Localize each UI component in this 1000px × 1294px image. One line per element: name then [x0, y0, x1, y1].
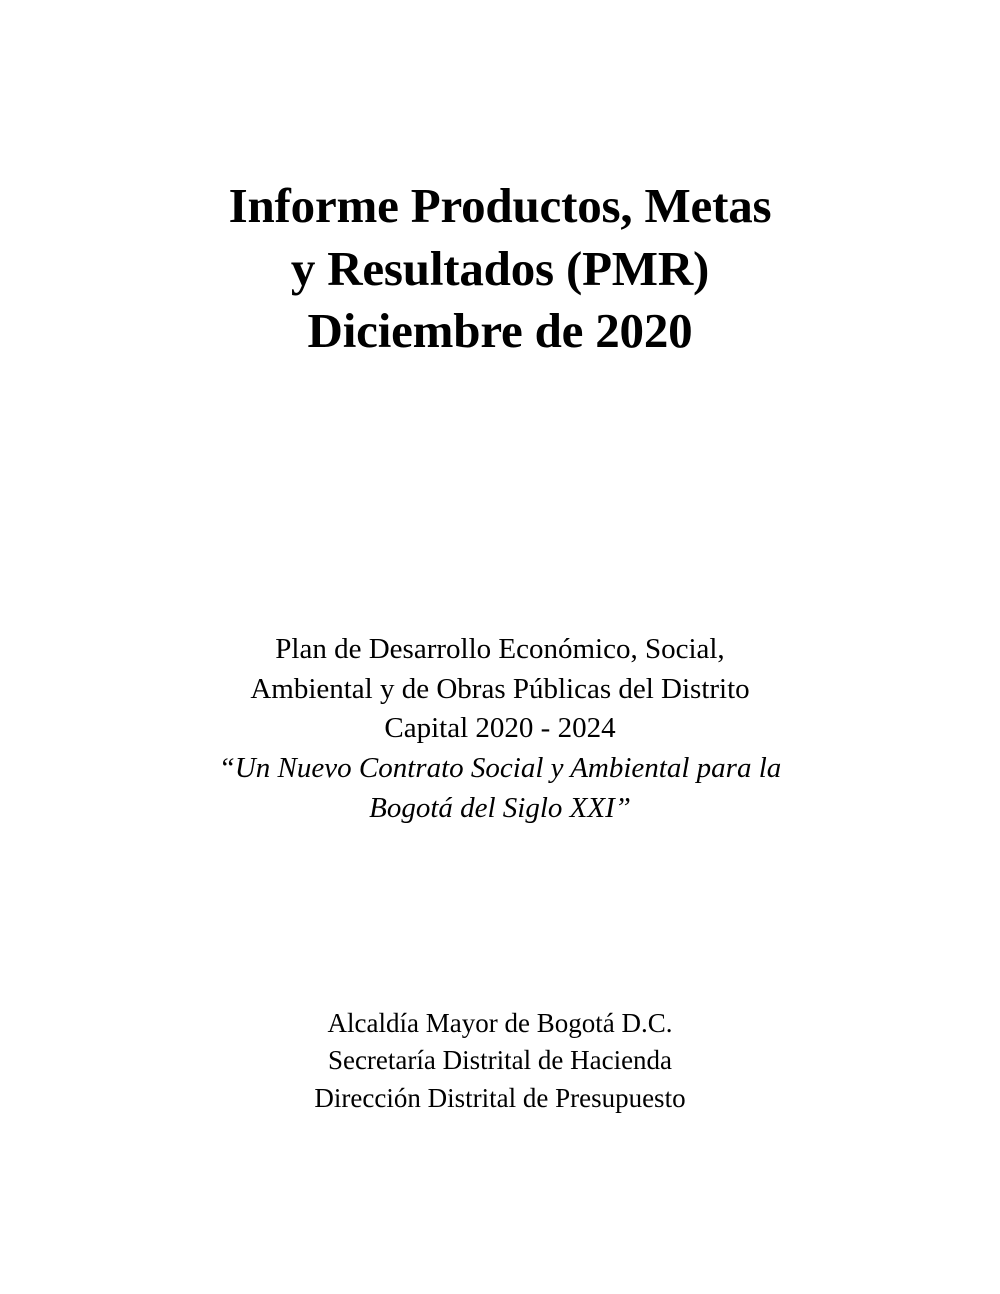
entity-line-3: Dirección Distrital de Presupuesto: [314, 1082, 686, 1113]
plan-quote-line-1: “Un Nuevo Contrato Social y Ambiental para la: [218, 752, 782, 785]
plan-line-1: Plan de Desarrollo Económico, Social,: [275, 633, 725, 665]
issuing-entity: [0, 1005, 1000, 1117]
entity-line-2: Secretaría Distrital de Hacienda: [327, 1045, 673, 1076]
development-plan-subtitle: [0, 630, 1000, 829]
title-line-2: y Resultados (PMR): [290, 240, 710, 296]
document-title: [0, 175, 1000, 363]
plan-line-3: Capital 2020 - 2024: [384, 712, 616, 745]
plan-line-2: Ambiental y de Obras Públicas del Distrito: [250, 672, 750, 705]
entity-line-1: Alcaldía Mayor de Bogotá D.C.: [327, 1008, 673, 1038]
title-line-3: Diciembre de 2020: [307, 303, 693, 359]
plan-quote-line-2: Bogotá del Siglo XXI”: [369, 791, 631, 824]
title-line-1: Informe Productos, Metas: [228, 178, 772, 233]
